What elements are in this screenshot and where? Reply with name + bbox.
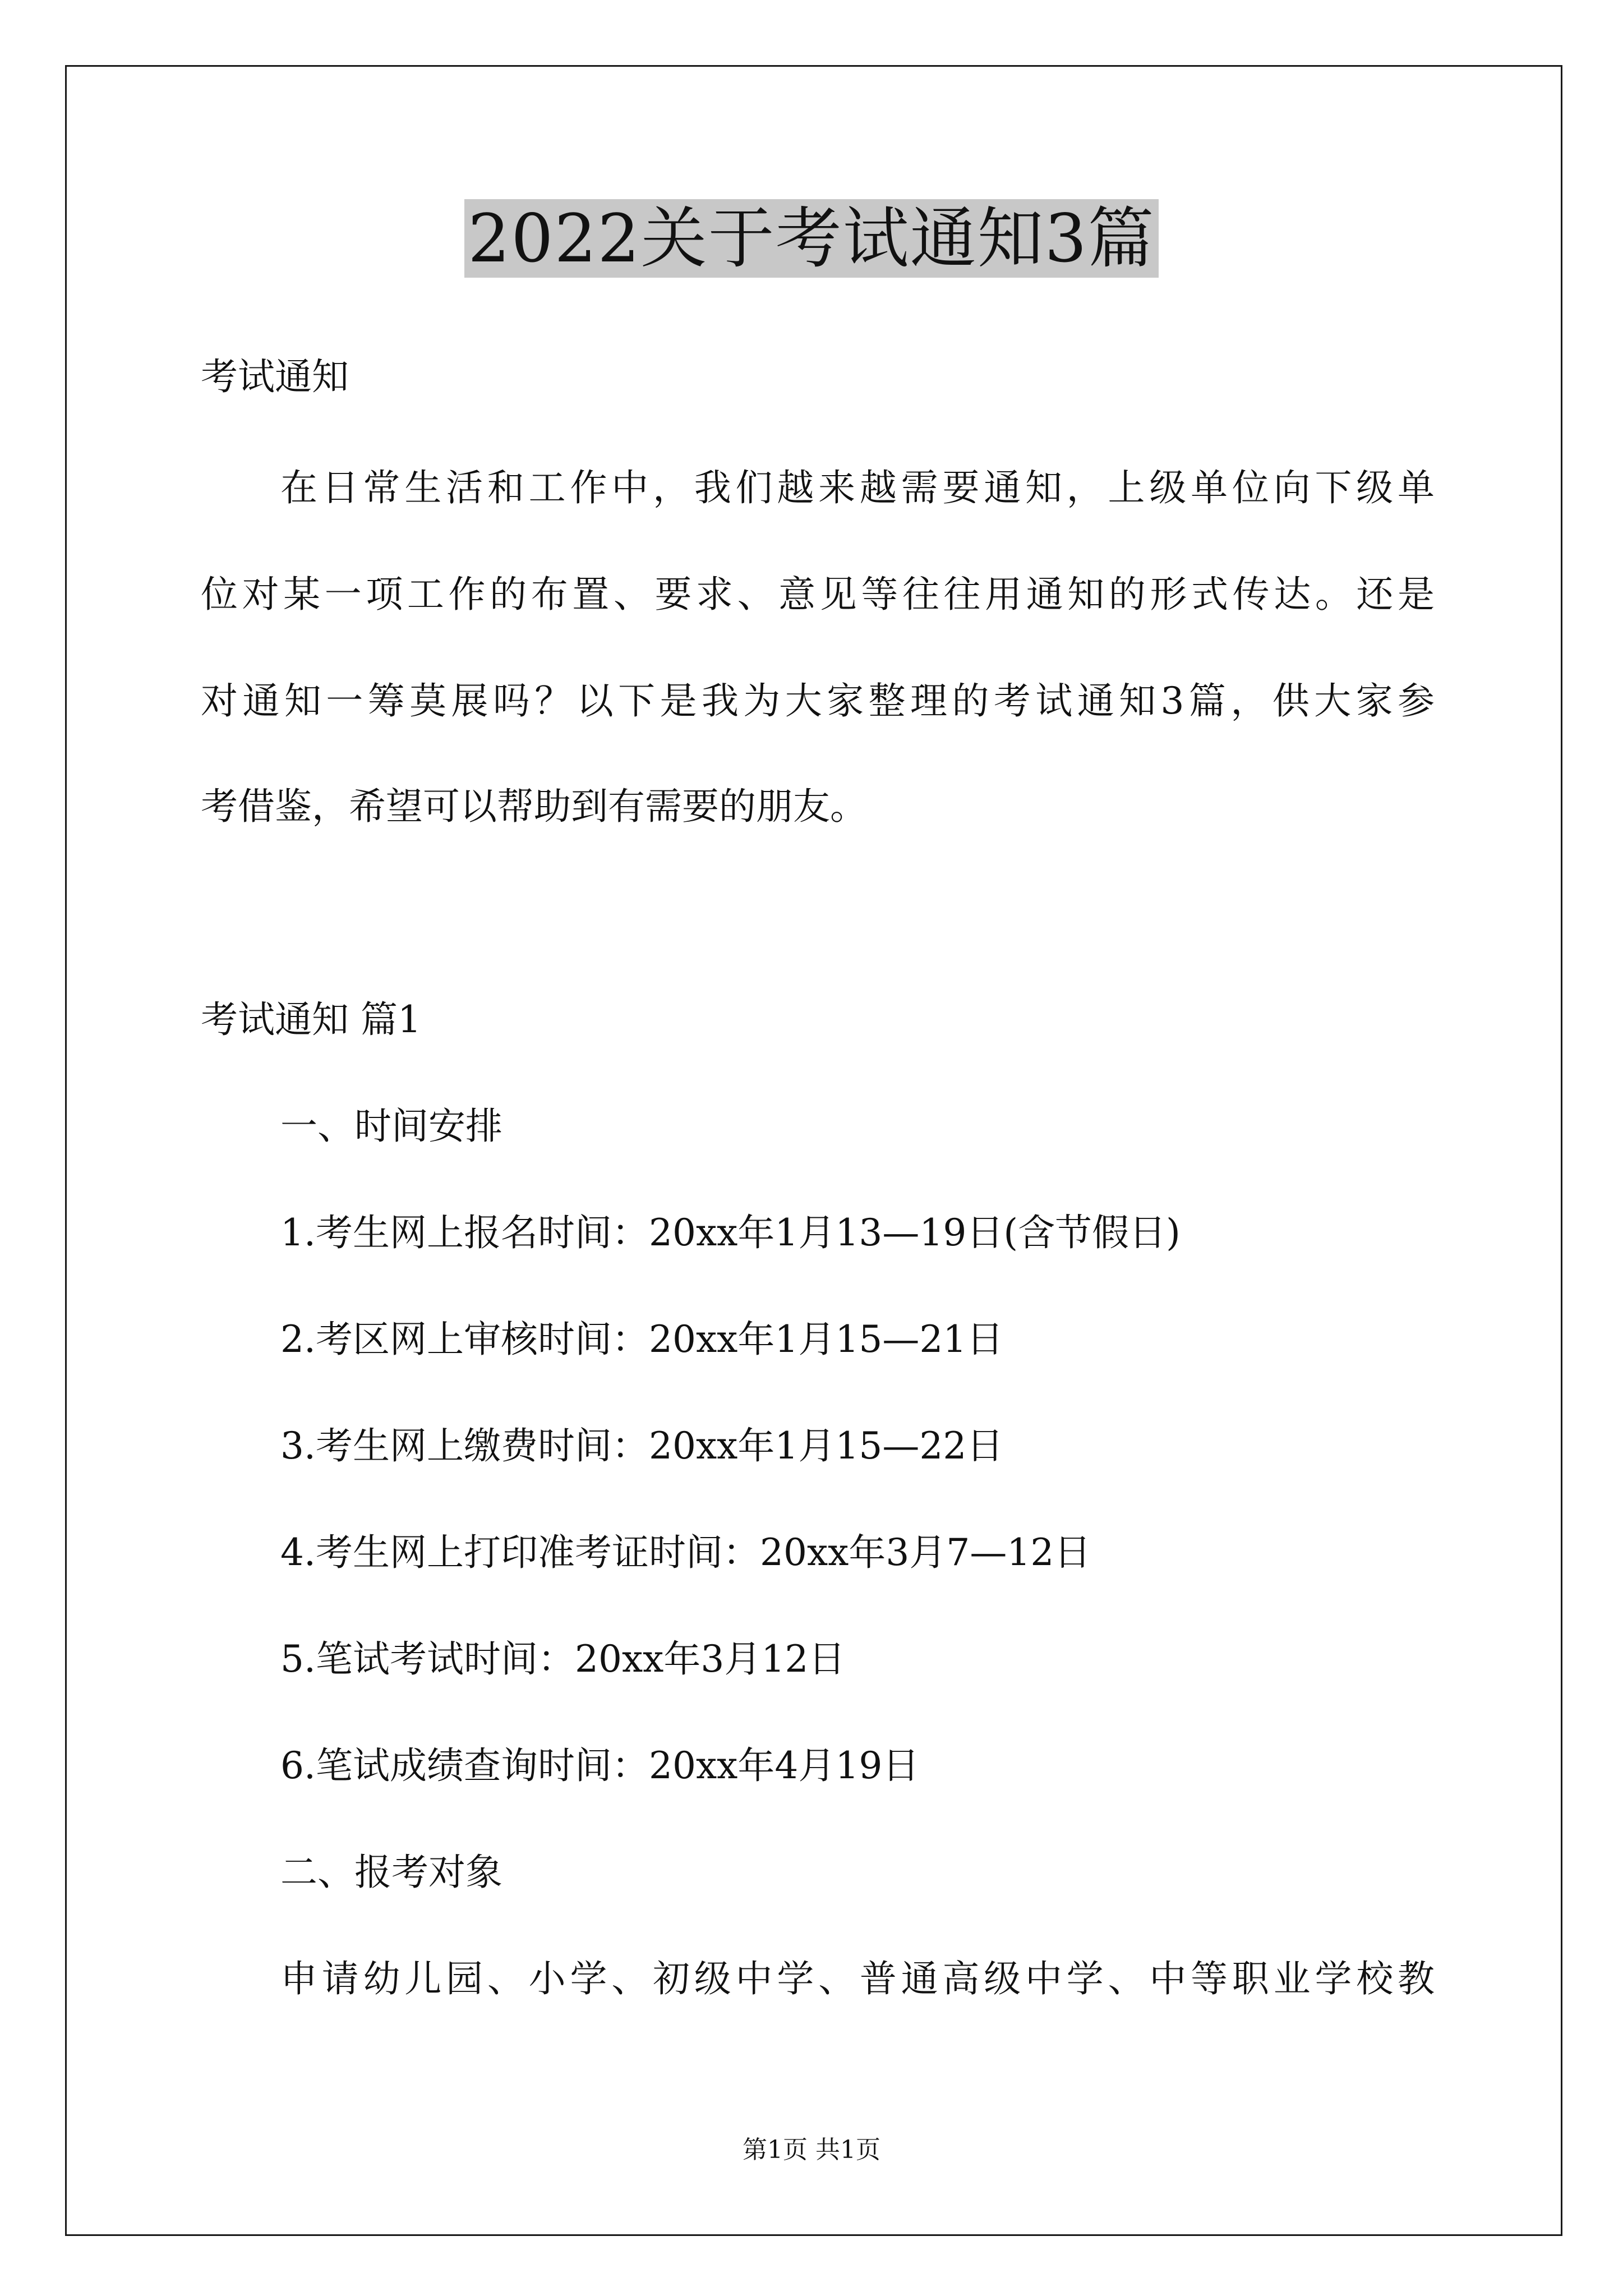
schedule-item-4: 4.考生网上打印准考证时间：20xx年3月7—12日 bbox=[280, 1531, 1091, 1574]
intro-line-3: 对通知一筹莫展吗？以下是我为大家整理的考试通知3篇，供大家参 bbox=[201, 679, 1435, 723]
intro-line-4: 考借鉴，希望可以帮助到有需要的朋友。 bbox=[201, 785, 867, 828]
document-title: 2022关于考试通知3篇 bbox=[464, 199, 1158, 278]
schedule-item-6: 6.笔试成绩查询时间：20xx年4月19日 bbox=[280, 1744, 920, 1787]
part2-line: 申请幼儿园、小学、初级中学、普通高级中学、中等职业学校教 bbox=[280, 1957, 1435, 2000]
page-footer: 第1页 共1页 bbox=[743, 2136, 880, 2164]
part2-heading: 二、报考对象 bbox=[280, 1851, 502, 1894]
intro-line-1: 在日常生活和工作中，我们越来越需要通知，上级单位向下级单 bbox=[280, 466, 1435, 509]
schedule-item-1: 1.考生网上报名时间：20xx年1月13—19日(含节假日) bbox=[280, 1211, 1181, 1254]
schedule-item-2: 2.考区网上审核时间：20xx年1月15—21日 bbox=[280, 1318, 1004, 1361]
section-heading: 考试通知 篇1 bbox=[201, 998, 421, 1041]
schedule-item-5: 5.笔试考试时间：20xx年3月12日 bbox=[280, 1637, 846, 1681]
intro-heading: 考试通知 bbox=[201, 355, 349, 398]
schedule-item-3: 3.考生网上缴费时间：20xx年1月15—22日 bbox=[280, 1424, 1004, 1467]
part1-heading: 一、时间安排 bbox=[280, 1105, 502, 1148]
intro-line-2: 位对某一项工作的布置、要求、意见等往往用通知的形式传达。还是 bbox=[201, 573, 1435, 616]
title-container bbox=[0, 199, 1623, 278]
